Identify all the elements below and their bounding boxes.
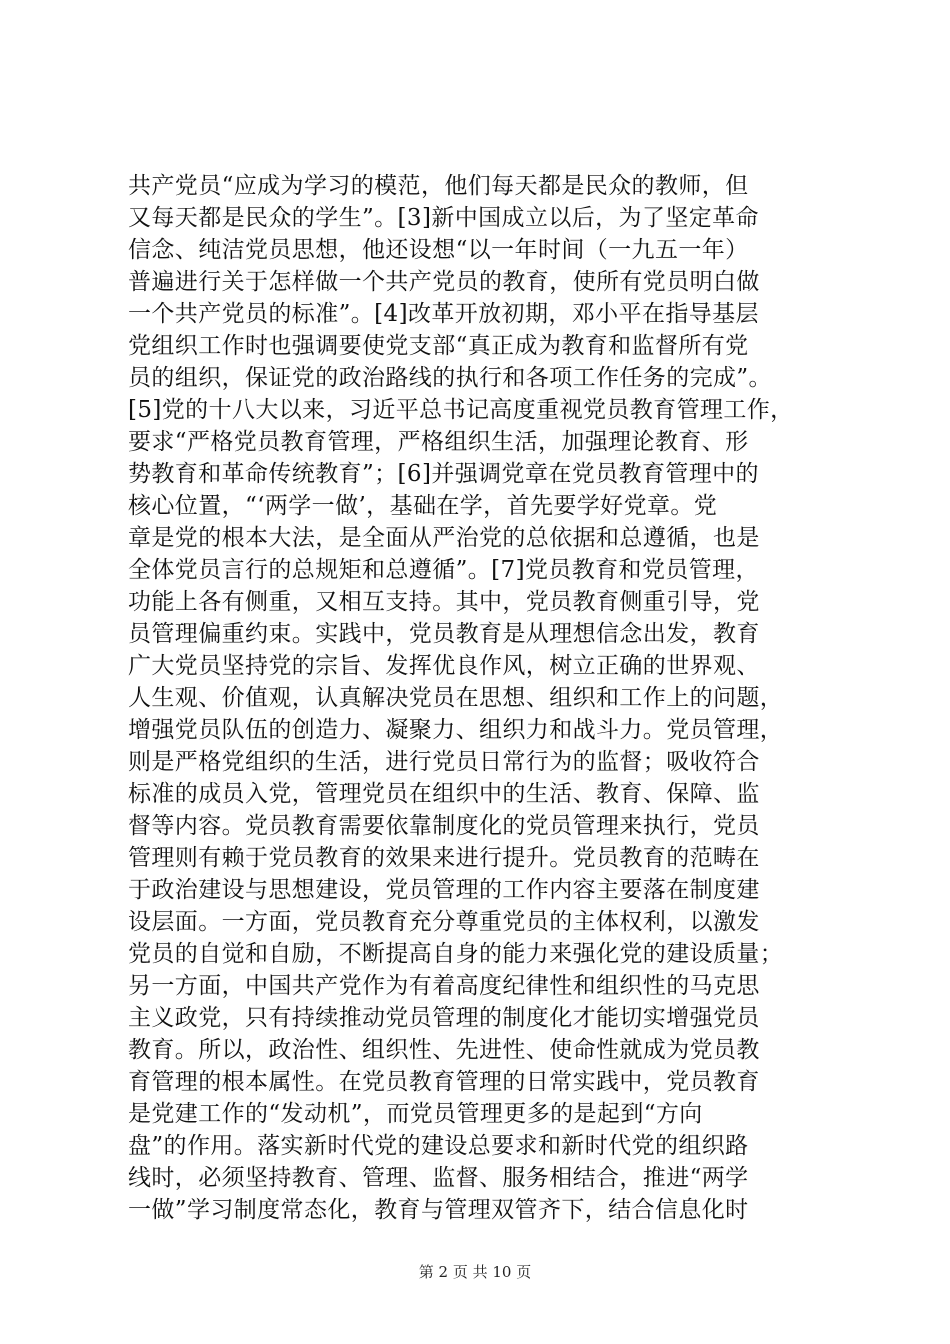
text-line: [5]党的十八大以来，习近平总书记高度重视党员教育管理工作，	[128, 397, 794, 423]
text-line: 全体党员言行的总规矩和总遵循”。[7]党员教育和党员管理，	[128, 557, 759, 583]
text-line: 是党建工作的“发动机”，而党员管理更多的是起到“方向	[128, 1101, 703, 1127]
text-line: 员的组织，保证党的政治路线的执行和各项工作任务的完成”。	[128, 365, 772, 391]
text-line: 核心位置，“‘两学一做’，基础在学，首先要学好党章。党	[128, 493, 718, 519]
text-line: 增强党员队伍的创造力、凝聚力、组织力和战斗力。党员管理，	[128, 717, 784, 743]
text-line: 则是严格党组织的生活，进行党员日常行为的监督；吸收符合	[128, 749, 760, 775]
text-line: 章是党的根本大法，是全面从严治党的总依据和总遵循，也是	[128, 525, 760, 551]
text-line: 要求“严格党员教育管理，严格组织生活，加强理论教育、形	[128, 429, 749, 455]
text-line: 标准的成员入党，管理党员在组织中的生活、教育、保障、监	[128, 781, 760, 807]
text-line: 共产党员“应成为学习的模范，他们每天都是民众的教师，但	[128, 173, 749, 199]
page-footer: 第 2 页 共 10 页	[418, 1263, 532, 1281]
text-line: 势教育和革命传统教育”；[6]并强调党章在党员教育管理中的	[128, 461, 759, 487]
text-line: 功能上各有侧重，又相互支持。其中，党员教育侧重引导，党	[128, 589, 760, 615]
text-line: 员管理偏重约束。实践中，党员教育是从理想信念出发，教育	[128, 621, 760, 647]
text-line: 一个共产党员的标准”。[4]改革开放初期，邓小平在指导基层	[128, 301, 759, 327]
text-line: 育管理的根本属性。在党员教育管理的日常实践中，党员教育	[128, 1069, 760, 1095]
text-line: 广大党员坚持党的宗旨、发挥优良作风，树立正确的世界观、	[128, 653, 760, 679]
text-line: 党组织工作时也强调要使党支部“真正成为教育和监督所有党	[128, 333, 749, 359]
text-line: 党员的自觉和自励，不断提高自身的能力来强化党的建设质量；	[128, 941, 784, 967]
text-line: 盘”的作用。落实新时代党的建设总要求和新时代党的组织路	[128, 1133, 749, 1159]
text-line: 设层面。一方面，党员教育充分尊重党员的主体权利，以激发	[128, 909, 760, 935]
text-line: 普遍进行关于怎样做一个共产党员的教育，使所有党员明白做	[128, 269, 760, 295]
text-line: 督等内容。党员教育需要依靠制度化的党员管理来执行，党员	[128, 813, 760, 839]
body-text	[128, 170, 848, 1226]
text-line: 另一方面，中国共产党作为有着高度纪律性和组织性的马克思	[128, 973, 760, 999]
text-line: 又每天都是民众的学生”。[3]新中国成立以后，为了坚定革命	[128, 205, 759, 231]
text-line: 管理则有赖于党员教育的效果来进行提升。党员教育的范畴在	[128, 845, 760, 871]
text-line: 人生观、价值观，认真解决党员在思想、组织和工作上的问题，	[128, 685, 784, 711]
text-line: 一做”学习制度常态化，教育与管理双管齐下，结合信息化时	[128, 1197, 749, 1223]
text-line: 线时，必须坚持教育、管理、监督、服务相结合，推进“两学	[128, 1165, 749, 1191]
text-line: 主义政党，只有持续推动党员管理的制度化才能切实增强党员	[128, 1005, 760, 1031]
text-line: 于政治建设与思想建设，党员管理的工作内容主要落在制度建	[128, 877, 760, 903]
text-line: 教育。所以，政治性、组织性、先进性、使命性就成为党员教	[128, 1037, 760, 1063]
text-line: 信念、纯洁党员思想，他还设想“以一年时间（一九五一年）	[128, 237, 749, 263]
